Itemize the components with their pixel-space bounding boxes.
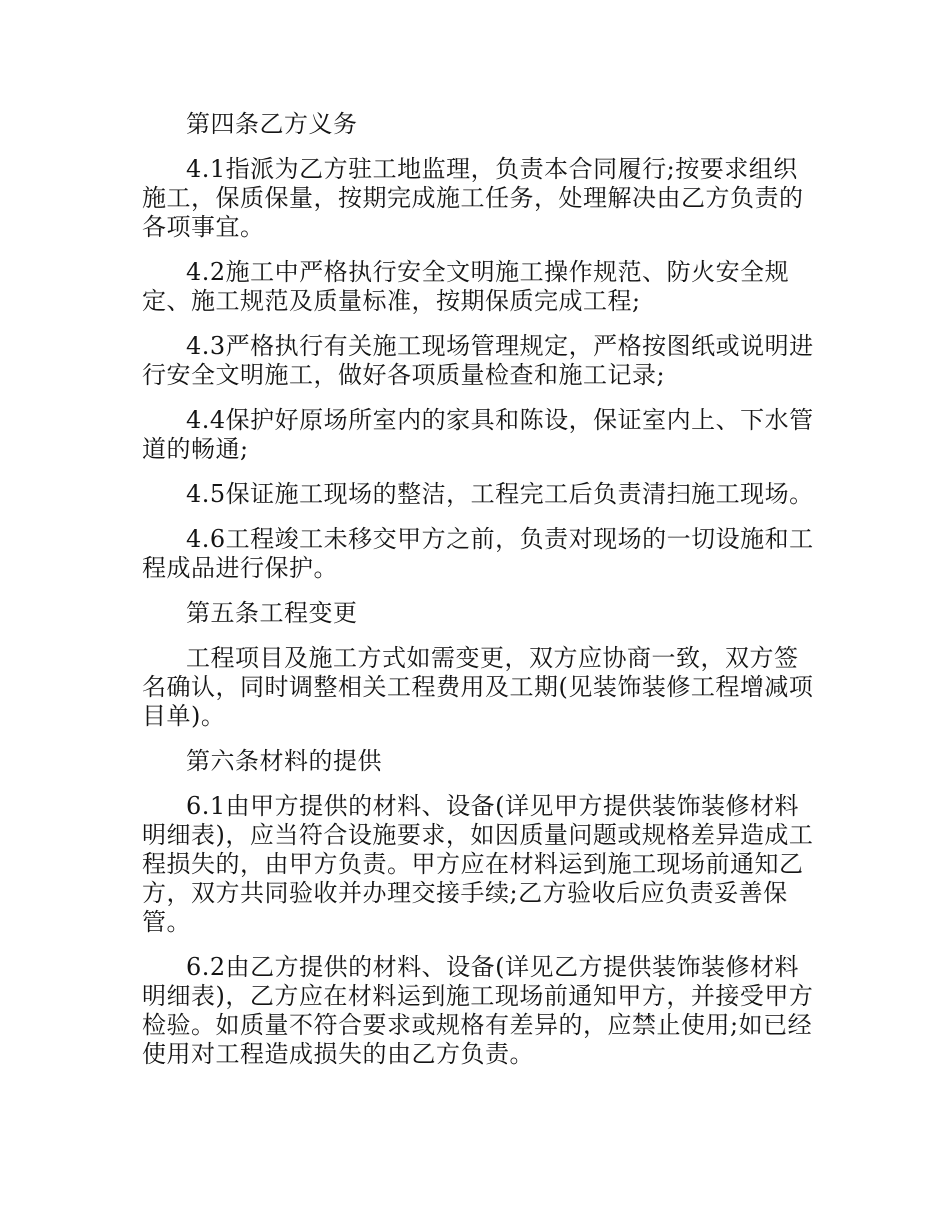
clause-6-2: 6.2由乙方提供的材料、设备(详见乙方提供装饰装修材料明细表)，乙方应在材料运到施工现场前通知甲方，并接受甲方检验。如质量不符合要求或规格有差异的，应禁止使用;如已经使用对工程造成损失的由乙方负责。 bbox=[142, 953, 814, 1068]
clause-4-4: 4.4保护好原场所室内的家具和陈设，保证室内上、下水管道的畅通; bbox=[142, 406, 814, 463]
section-heading-6: 第六条材料的提供 bbox=[186, 747, 382, 775]
clause-6-1: 6.1由甲方提供的材料、设备(详见甲方提供装饰装修材料明细表)，应当符合设施要求，如因质量问题或规格差异造成工程损失的，由甲方负责。甲方应在材料运到施工现场前通知乙方，双方共同验收并办理交接手续;乙方验收后应负责妥善保管。 bbox=[142, 792, 814, 936]
clause-4-5: 4.5保证施工现场的整洁，工程完工后负责清扫施工现场。 bbox=[186, 480, 814, 508]
document-body bbox=[142, 110, 814, 1085]
clause-4-3: 4.3严格执行有关施工现场管理规定，严格按图纸或说明进行安全文明施工，做好各项质量检查和施工记录; bbox=[142, 332, 814, 389]
section-heading-4: 第四条乙方义务 bbox=[186, 110, 358, 138]
clause-5-body: 工程项目及施工方式如需变更，双方应协商一致，双方签名确认，同时调整相关工程费用及工期(见装饰装修工程增减项目单)。 bbox=[142, 644, 814, 730]
clause-4-6: 4.6工程竣工未移交甲方之前，负责对现场的一切设施和工程成品进行保护。 bbox=[142, 525, 814, 582]
section-heading-5: 第五条工程变更 bbox=[186, 599, 358, 627]
clause-4-1: 4.1指派为乙方驻工地监理，负责本合同履行;按要求组织施工，保质保量，按期完成施工任务，处理解决由乙方负责的各项事宜。 bbox=[142, 155, 804, 241]
clause-4-2: 4.2施工中严格执行安全文明施工操作规范、防火安全规定、施工规范及质量标准，按期保质完成工程; bbox=[142, 258, 790, 315]
